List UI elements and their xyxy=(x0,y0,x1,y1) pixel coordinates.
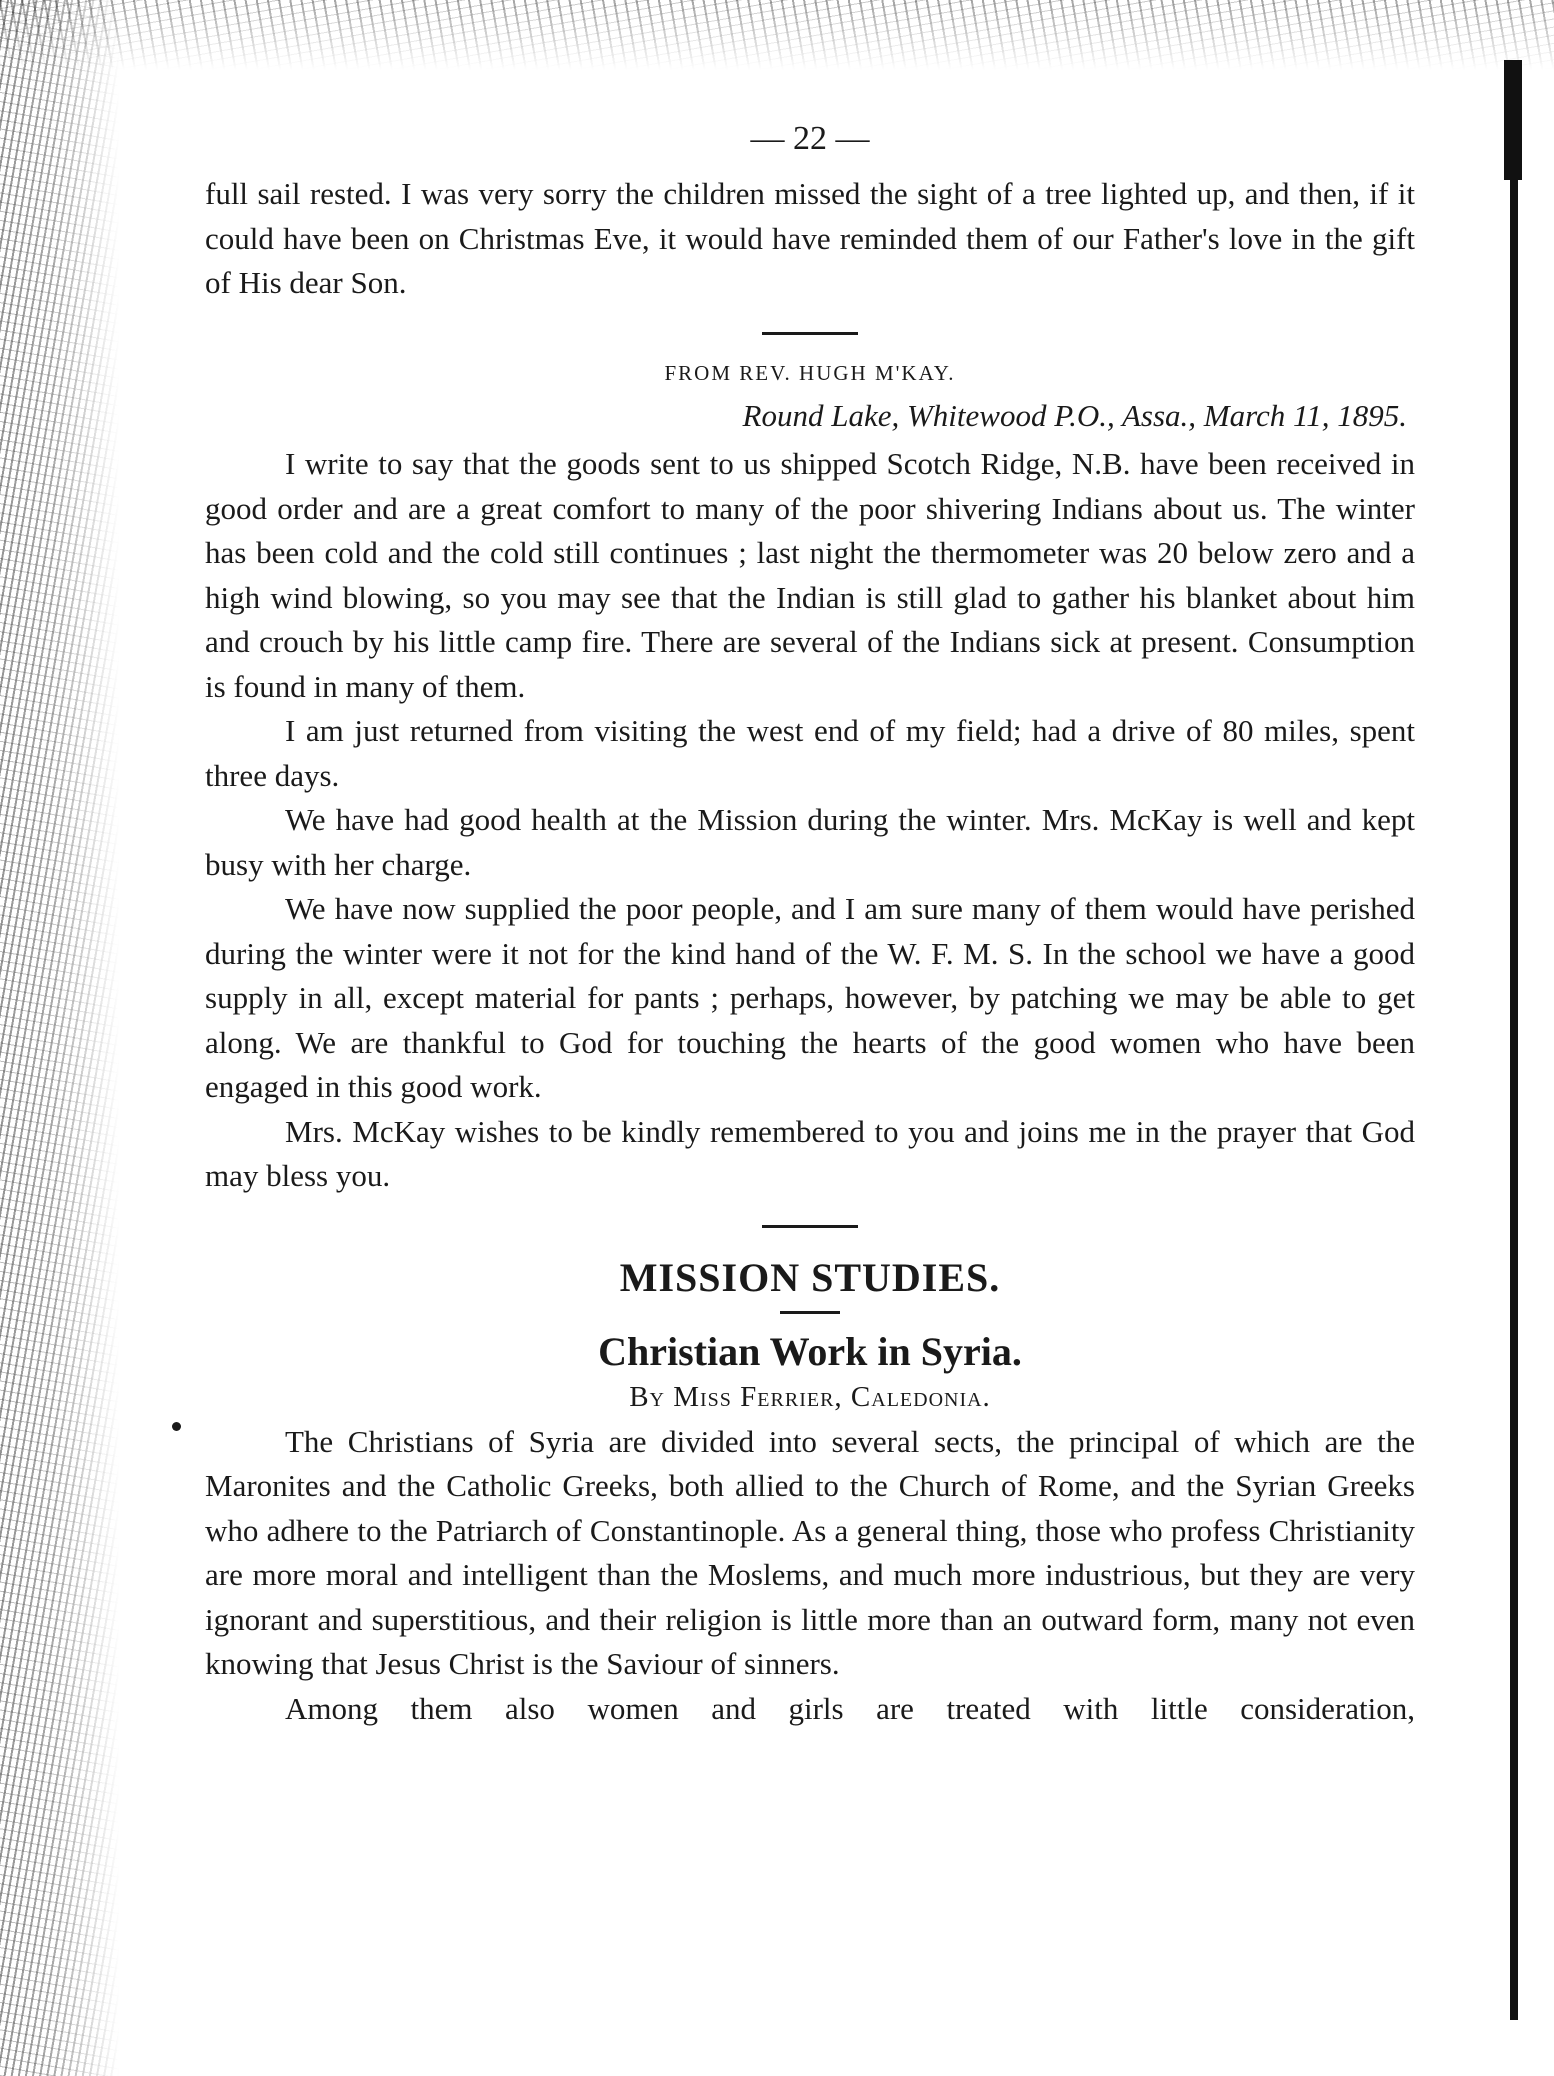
article-paragraph: Among them also women and girls are treated with little consideration, xyxy=(285,1690,1415,1726)
letter-paragraph: I write to say that the goods sent to us shipped Scotch Ridge, N.B. have been received in good order and are a great comfort to many of the poor shivering Indians about us. The winter has been cold and the cold still continues ; last night the thermometer was 20 below zero and a high wind blowing, so you may see that the Indian is still glad to gather his blanket about him and crouch by his little camp fire. There are several of the Indians sick at present. Consumption is found in many of them. xyxy=(205,446,1415,704)
article-title: Christian Work in Syria. xyxy=(598,1328,1022,1374)
scan-edge-top xyxy=(0,0,1554,70)
letter-paragraph: We have now supplied the poor people, and I am sure many of them would have perished during the winter were it not for the kind hand of the W. F. M. S. In the school we have a good supply in all, except material for pants ; perhaps, however, by patching we may be able to get along. We are thankful to God for touching the hearts of the good women who have been engaged in this good work. xyxy=(205,891,1415,1104)
article-byline: By Miss Ferrier, Caledonia. xyxy=(629,1380,991,1413)
section-heading: MISSION STUDIES. xyxy=(619,1254,1001,1300)
section-rule xyxy=(762,332,858,335)
scan-edge-left xyxy=(0,0,120,2076)
article-paragraph: The Christians of Syria are divided into several sects, the principal of which are the Maronites and the Catholic Greeks, both allied to the Church of Rome, and the Syrian Greeks who adhere to the Patriarch of Constantinople. As a general thing, those who profess Christianity are more moral and intelligent than the Moslems, and much more industrious, but they are very ignorant and superstitious, and their religion is little more than an outward form, many not even knowing that Jesus Christ is the Saviour of sinners. xyxy=(205,1423,1415,1681)
letter-dateline: Round Lake, Whitewood P.O., Assa., March 11, 1895. xyxy=(742,397,1407,433)
section-rule xyxy=(762,1225,858,1228)
letter-sender: FROM REV. HUGH M'KAY. xyxy=(664,360,956,385)
scan-edge-right-top xyxy=(1504,60,1522,180)
letter-paragraph: I am just returned from visiting the west end of my field; had a drive of 80 miles, spent three days. xyxy=(205,713,1415,793)
letter-continuation: full sail rested. I was very sorry the children missed the sight of a tree lighted up, and then, if it could have been on Christmas Eve, it would have reminded them of our Father's love in the gift of His dear Son. xyxy=(205,176,1415,300)
document-page xyxy=(205,120,1415,1731)
heading-rule xyxy=(780,1311,840,1314)
page-number: — 22 — xyxy=(750,120,870,157)
scan-edge-right xyxy=(1510,60,1518,2020)
letter-paragraph: Mrs. McKay wishes to be kindly remembered to you and joins me in the prayer that God may bless you. xyxy=(205,1113,1415,1193)
letter-paragraph: We have had good health at the Mission during the winter. Mrs. McKay is well and kept busy with her charge. xyxy=(205,802,1415,882)
margin-dot xyxy=(172,1422,181,1431)
